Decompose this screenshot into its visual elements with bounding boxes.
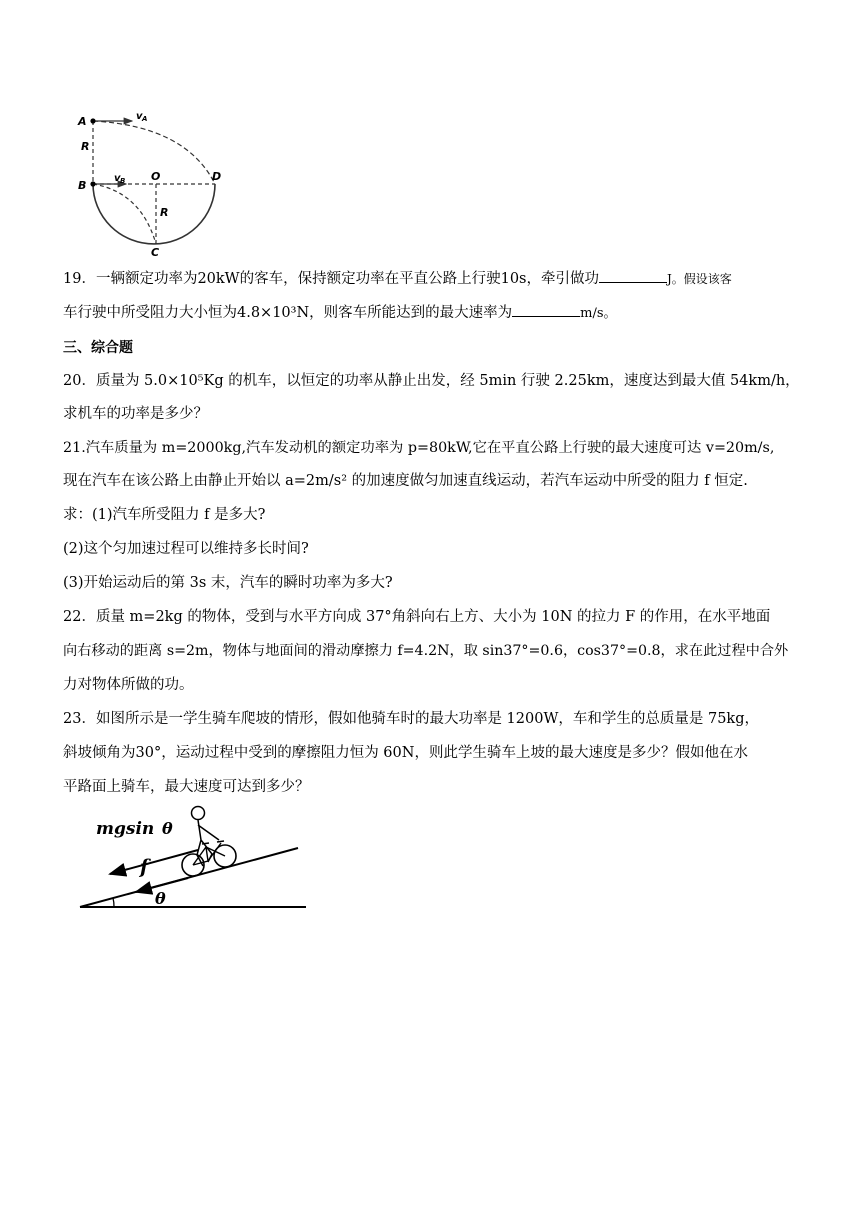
question-19-unit-2: m/s。: [580, 306, 617, 321]
label-point-d: D: [212, 170, 222, 183]
rider-head: [192, 807, 205, 820]
trajectory-b-to-c: [93, 184, 156, 244]
question-21-line-5: (3)开始运动后的第 3s 末，汽车的瞬时功率为多大?: [63, 575, 393, 591]
answer-blank-speed[interactable]: [512, 302, 580, 317]
label-friction-f: f: [140, 856, 149, 878]
question-20-line-1: 20．质量为 5.0×10⁵Kg 的机车，以恒定的功率从静止出发，经 5min 行驶 2.25km，速度达到最大值 54km/h，: [63, 373, 800, 389]
question-21-line-4: (2)这个匀加速过程可以维持多长时间?: [63, 541, 309, 557]
label-radius-lower: R: [160, 206, 169, 219]
question-23-line-3: 平路面上骑车，最大速度可达到多少？: [63, 779, 310, 795]
label-center-o: O: [151, 170, 161, 183]
question-19-line-1: [63, 268, 732, 289]
question-20-line-2: 求机车的功率是多少？: [63, 406, 208, 422]
section-heading: 三、综合题: [63, 340, 133, 356]
label-velocity-a: v: [136, 111, 143, 122]
question-19-line-2: [63, 302, 617, 324]
point-b-dot: [90, 181, 95, 186]
question-21-line-3: 求：(1)汽车所受阻力 f 是多大?: [63, 507, 266, 523]
figure-circular-track: [76, 108, 236, 258]
label-theta-force: θ: [162, 819, 173, 838]
label-theta-angle: θ: [155, 889, 166, 908]
label-point-a: A: [78, 115, 87, 128]
question-22-line-2: 向右移动的距离 s=2m，物体与地面间的滑动摩擦力 f=4.2N，取 sin37°=0.6，cos37°=0.8，求在此过程中合外: [63, 643, 789, 659]
label-velocity-a-subscript: A: [142, 115, 148, 123]
answer-blank-work[interactable]: [599, 268, 667, 283]
question-23-line-1: 23．如图所示是一学生骑车爬坡的情形，假如他骑车时的最大功率是 1200W，车和学生的总质量是 75kg，: [63, 711, 759, 727]
semicircle-track: [93, 184, 215, 244]
point-a-dot: [90, 118, 95, 123]
label-point-b: B: [78, 179, 87, 192]
figure-cyclist-slope: [76, 800, 312, 918]
question-19-text-2: 车行驶中所受阻力大小恒为4.8×10³N，则客车所能达到的最大速率为: [63, 305, 513, 321]
label-mgsin: mgsin: [96, 819, 155, 839]
label-velocity-b: v: [114, 173, 121, 184]
gravity-component-arrow: [110, 850, 198, 874]
label-radius-upper: R: [81, 140, 90, 153]
question-23-line-2: 斜坡倾角为30°，运动过程中受到的摩擦阻力恒为 60N，则此学生骑车上坡的最大速度是多少？假如他在水: [63, 745, 748, 761]
question-21-line-1: 21.汽车质量为 m=2000kg,汽车发动机的额定功率为 p=80kW,它在平直公路上行驶的最大速度可达 v=20m/s,: [63, 440, 775, 456]
question-21-line-2: 现在汽车在该公路上由静止开始以 a=2m/s² 的加速度做匀加速直线运动，若汽车运动中所受的阻力 f 恒定.: [63, 473, 748, 489]
question-22-line-3: 力对物体所做的功。: [63, 677, 194, 693]
angle-arc: [113, 898, 114, 907]
question-19-text-1: 19．一辆额定功率为20kW的客车，保持额定功率在平直公路上行驶10s，牵引做功: [63, 271, 599, 287]
label-point-c: C: [151, 246, 160, 258]
question-22-line-1: 22．质量 m=2kg 的物体，受到与水平方向成 37°角斜向右上方、大小为 10N 的拉力 F 的作用，在水平地面: [63, 609, 771, 625]
label-velocity-b-subscript: B: [120, 177, 126, 185]
question-19-unit-1: J。假设该客: [666, 272, 732, 286]
